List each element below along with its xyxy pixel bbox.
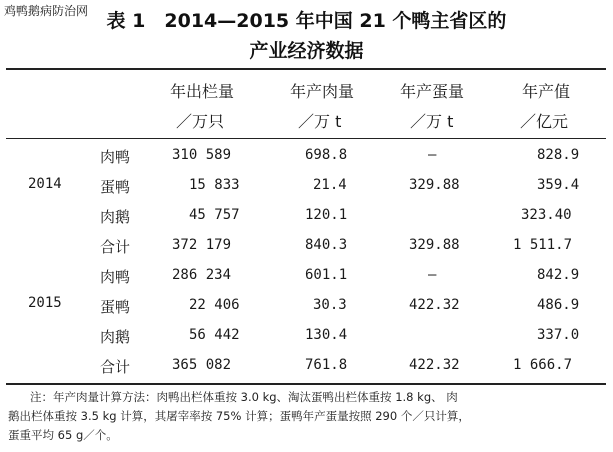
cell-stock: 372 179 <box>172 237 232 253</box>
footnote-line: 注：年产肉量计算方法：肉鸭出栏体重按 3.0 kg、淘汰蛋鸭出栏体重按 1.8 kg、 肉 <box>30 390 458 404</box>
cell-meat: 761.8 <box>305 357 348 373</box>
bottom-rule <box>6 383 606 385</box>
cell-value: 828.9 <box>537 147 580 163</box>
cell-egg: 422.32 <box>409 357 460 373</box>
header-rule <box>6 138 606 139</box>
col-header-meat: 年产肉量 <box>290 82 355 101</box>
cell-egg: 329.88 <box>409 237 460 253</box>
cell-egg: — <box>428 267 437 283</box>
row-type: 肉鸭 <box>100 148 131 166</box>
cell-value: 1 511.7 <box>513 237 573 253</box>
cell-meat: 21.4 <box>313 177 347 193</box>
cell-stock: 365 082 <box>172 357 232 373</box>
cell-meat: 130.4 <box>305 327 348 343</box>
cell-stock: 45 757 <box>189 207 240 223</box>
table-subtitle: 产业经济数据 <box>249 40 364 62</box>
cell-meat: 30.3 <box>313 297 347 313</box>
cell-meat: 601.1 <box>305 267 348 283</box>
cell-value: 842.9 <box>537 267 580 283</box>
col-unit-value: ／亿元 <box>520 112 569 131</box>
cell-value: 337.0 <box>537 327 580 343</box>
cell-meat: 120.1 <box>305 207 348 223</box>
cell-egg: 329.88 <box>409 177 460 193</box>
cell-meat: 698.8 <box>305 147 348 163</box>
cell-stock: 310 589 <box>172 147 232 163</box>
cell-stock: 22 406 <box>189 297 240 313</box>
table-title: 表 1 2014—2015 年中国 21 个鸭主省区的 <box>106 10 507 32</box>
cell-egg: 422.32 <box>409 297 460 313</box>
row-type: 蛋鸭 <box>100 178 131 196</box>
row-type: 蛋鸭 <box>100 298 131 316</box>
col-unit-egg: ／万 t <box>410 112 454 131</box>
year-label-2015: 2015 <box>28 295 62 311</box>
cell-value: 359.4 <box>537 177 580 193</box>
col-header-stock: 年出栏量 <box>170 82 235 101</box>
watermark-text: 鸡鸭鹅病防治网 <box>4 4 89 18</box>
top-rule <box>6 68 606 70</box>
row-type-total: 合计 <box>100 358 131 376</box>
col-unit-meat: ／万 t <box>298 112 342 131</box>
col-header-egg: 年产蛋量 <box>400 82 465 101</box>
row-type: 肉鹅 <box>100 328 131 346</box>
col-header-value: 年产值 <box>522 82 571 101</box>
cell-value: 486.9 <box>537 297 580 313</box>
cell-value: 1 666.7 <box>513 357 573 373</box>
cell-stock: 56 442 <box>189 327 240 343</box>
table-footnote <box>8 388 605 445</box>
col-unit-stock: ／万只 <box>176 112 225 131</box>
year-label-2014: 2014 <box>28 176 62 192</box>
row-type: 肉鹅 <box>100 208 131 226</box>
footnote-line: 蛋重平均 65 g／个。 <box>8 428 118 442</box>
cell-value: 323.40 <box>521 207 572 223</box>
row-type-total: 合计 <box>100 238 131 256</box>
cell-meat: 840.3 <box>305 237 348 253</box>
cell-egg: — <box>428 147 437 163</box>
row-type: 肉鸭 <box>100 268 131 286</box>
footnote-line: 鹅出栏体重按 3.5 kg 计算，其屠宰率按 75% 计算；蛋鸭年产蛋量按照 290 个／只计算， <box>8 409 470 423</box>
cell-stock: 15 833 <box>189 177 240 193</box>
cell-stock: 286 234 <box>172 267 232 283</box>
